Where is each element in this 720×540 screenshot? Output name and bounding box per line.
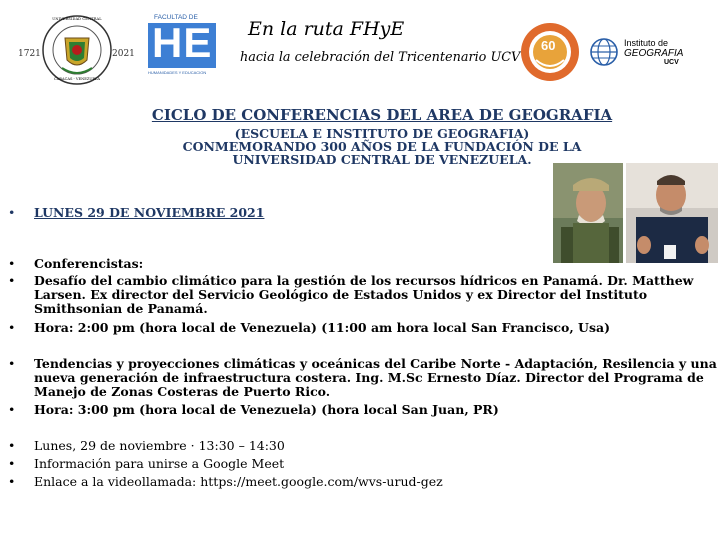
instituto-line1: Instituto de	[624, 38, 669, 48]
meet-time: Lunes, 29 de noviembre · 13:30 – 14:30	[34, 438, 285, 453]
talk-1-line-2: Larsen. Ex director del Servicio Geológico de Estados Unidos y ex Director del Instituto	[34, 287, 648, 302]
meet-info: Información para unirse a Google Meet	[34, 456, 285, 471]
title-subtitle-3: UNIVERSIDAD CENTRAL DE VENEZUELA.	[232, 152, 532, 167]
bullet-glyph: •	[8, 256, 16, 271]
bullet-glyph: •	[8, 273, 16, 288]
fhe-logo-letters: HE	[152, 19, 213, 66]
list-item-conferencistas	[8, 256, 528, 272]
list-item-meet-time	[8, 438, 708, 454]
tricentenario-line2: hacia la celebración del Tricentenario UCV	[240, 50, 521, 65]
talk-1-line-3: Smithsonian de Panamá.	[34, 301, 208, 316]
list-item-talk-1	[8, 273, 708, 321]
talk-2-line-2: nueva generación de infraestructura costera. Ing. M.Sc Ernesto Díaz. Director del Programa de	[34, 370, 704, 385]
bullet-glyph: •	[8, 356, 16, 371]
title-subtitle-2: CONMEMORANDO 300 AÑOS DE LA FUNDACIÓN DE LA	[182, 139, 582, 154]
page-title: CICLO DE CONFERENCIAS DEL AREA DE GEOGRAFIA	[151, 106, 613, 124]
instituto-line3: UCV	[664, 59, 679, 66]
bullet-glyph: •	[8, 438, 16, 453]
fhe-logo-bottom: HUMANIDADES Y EDUCACION	[148, 70, 207, 75]
list-item-meet-info	[8, 456, 708, 472]
bullet-glyph: •	[8, 402, 16, 417]
fhe-logo-top: FACULTAD DE	[154, 14, 198, 21]
ucv-year-right: 2021	[112, 49, 135, 59]
event-date: LUNES 29 DE NOVIEMBRE 2021	[34, 205, 265, 220]
meet-link[interactable]: Enlace a la videollamada: https://meet.google.com/wvs-urud-gez	[34, 474, 443, 489]
list-item-hora-2	[8, 402, 708, 418]
bullet-glyph: •	[8, 456, 16, 471]
list-item-hora-1	[8, 320, 708, 336]
bullet-glyph: •	[8, 205, 16, 220]
talk-2-time: Hora: 3:00 pm (hora local de Venezuela) (hora local San Juan, PR)	[34, 402, 499, 417]
ucv-year-left: 1721	[18, 49, 41, 59]
bullet-glyph: •	[8, 320, 16, 335]
content-list	[8, 0, 717, 540]
talk-2-line-3: Manejo de Zonas Costeras de Puerto Rico.	[34, 384, 331, 399]
talk-1-time: Hora: 2:00 pm (hora local de Venezuela) (11:00 am hora local San Francisco, Usa)	[34, 320, 610, 335]
bullet-glyph: •	[8, 474, 16, 489]
talk-1-line-1: Desafío del cambio climático para la gestión de los recursos hídricos en Panamá. Dr. Matthew	[34, 273, 694, 288]
list-item-meet-link	[8, 474, 708, 490]
title-subtitle-1: (ESCUELA E INSTITUTO DE GEOGRAFIA)	[234, 126, 530, 141]
list-item-date	[8, 205, 528, 221]
ucv-seal-ring-top: UNIVERSIDAD CENTRAL	[52, 17, 102, 21]
ucv-seal-ring-bottom: CARACAS - VENEZUELA	[53, 77, 101, 81]
speakers-heading: Conferencistas:	[34, 256, 144, 271]
tricentenario-line1: En la ruta FHyE	[248, 18, 405, 40]
orange-seal-label: 60	[541, 38, 556, 53]
list-item-talk-2	[8, 356, 717, 404]
talk-2-line-1: Tendencias y proyecciones climáticas y oceánicas del Caribe Norte - Adaptación, Resilencia y una	[34, 356, 717, 371]
instituto-line2: GEOGRAFIA	[624, 48, 684, 59]
